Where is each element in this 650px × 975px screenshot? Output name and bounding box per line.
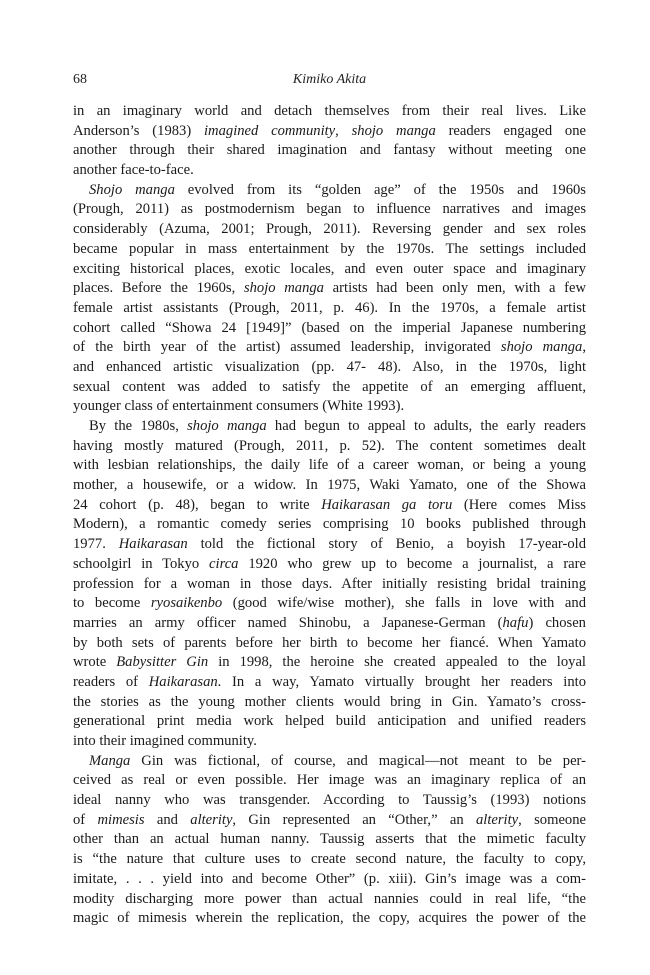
text-line [73,161,586,181]
italic-run: mimesis [97,811,145,828]
running-header [73,72,586,92]
text-line [73,181,586,201]
text-run: modity discharging more power than actual nannies could in real life, “the [73,890,586,907]
text-line [73,732,586,752]
text-run: 24 cohort (p. 48), began to write [73,496,322,513]
italic-run: shojo manga [500,339,583,356]
italic-run: circa [209,555,239,572]
text-run: sexual content was added to satisfy the appetite of an emerging affluent, [73,378,586,395]
text-run: generational print media work helped build anticipation and unified readers [73,713,586,730]
text-run: other than an actual human nanny. Taussig asserts that the mimetic faculty [73,831,586,848]
text-run: mother, a housewife, or a widow. In 1975, Waki Yamato, one of the Showa [73,477,586,494]
text-line [73,653,586,673]
text-line [73,122,586,142]
text-line [73,299,586,319]
text-run: , [582,339,586,356]
text-run: (Prough, 2011) as postmodernism began to influence narratives and images [73,201,586,218]
text-run: places. Before the 1960s, [73,280,244,297]
text-run: to become [73,595,151,612]
text-run: is “the nature that culture uses to create second nature, the faculty to copy, [73,851,586,868]
italic-run: ryosaikenbo [150,595,223,612]
text-run: in 1998, the heroine she created appealed to the loyal [208,654,586,671]
text-run: artists had been only men, with a few [323,280,586,297]
italic-run: Haikarasan [148,673,218,690]
text-line [73,338,586,358]
text-run: readers of [73,673,149,690]
text-run: imitate, . . . yield into and become Other” (p. xiii). Gin’s image was a com- [73,870,586,887]
text-run: evolved from its “golden age” of the 1950s and 1960s [174,181,586,198]
italic-run: shojo manga [187,418,267,434]
text-run: by both sets of parents before her birth to become her fiancé. When Yamato [73,634,586,651]
text-line [73,417,586,437]
text-line [73,771,586,791]
text-line [73,712,586,732]
text-line [73,240,586,260]
text-run: Modern), a romantic comedy series comprising 10 books published through [73,516,586,533]
text-line [73,555,586,575]
text-run: magic of mimesis wherein the replication, the copy, acquires the power of the [73,910,586,927]
text-line [73,437,586,457]
text-run: having mostly matured (Prough, 2011, p. 52). The content sometimes dealt [73,437,586,454]
italic-run: Babysitter Gin [116,654,209,671]
text-line [73,260,586,280]
text-run: the stories as the young mother clients would bring in Gin. Yamato’s cross- [73,693,586,710]
text-run: Anderson’s (1983) [73,122,204,139]
text-line [73,102,586,122]
text-run: wrote [73,654,117,671]
text-run: of [73,811,98,828]
text-run: schoolgirl in Tokyo [73,555,210,572]
text-run: ceived as real or even possible. Her image was an imaginary replica of an [73,772,586,789]
text-run: exciting historical places, exotic locales, and even outer space and imaginary [73,260,586,277]
text-line [73,200,586,220]
text-line [73,141,586,161]
text-run: and enhanced artistic visualization (pp. 47- 48). Also, in the 1970s, light [73,358,586,375]
text-line [73,830,586,850]
text-run: , Gin represented an “Other,” an [232,811,476,828]
text-line [73,850,586,870]
text-line [73,476,586,496]
text-run: ideal nanny who was transgender. According to Taussig’s (1993) notions [73,792,586,809]
running-title: Kimiko Akita [292,72,367,87]
text-line [73,752,586,772]
text-line [73,220,586,240]
text-run: 1920 who grew up to become a journalist, a rare [238,555,586,572]
text-line [73,634,586,654]
text-run: (Here comes Miss [452,496,586,513]
text-line [73,319,586,339]
text-run: cohort called “Showa 24 [1949]” (based on the imperial Japanese numbering [73,319,586,336]
text-run: (good wife/wise mother), she falls in love with and [222,595,586,612]
text-run: in an imaginary world and detach themselves from their real lives. Like [73,103,586,119]
text-run: younger class of entertainment consumers (White 1993). [73,398,405,415]
text-run: profession for a woman in those days. After initially resisting bridal training [73,575,586,592]
text-run: with lesbian relationships, the daily life of a career woman, or being a young [73,457,586,474]
italic-run: alterity [190,811,233,828]
text-run: marries an army officer named Shinobu, a Japanese-German ( [73,614,503,631]
text-run: By the 1980s, [89,418,188,434]
text-run: another face-to-face. [73,162,194,179]
text-line [73,693,586,713]
text-line [73,594,586,614]
italic-run: Manga [89,752,131,769]
text-line [73,791,586,811]
text-line [73,811,586,831]
text-line [73,614,586,634]
text-run: female artist assistants (Prough, 2011, p. 46). In the 1970s, a female artist [73,299,586,316]
text-run: into their imagined community. [73,733,257,749]
text-line [73,673,586,693]
text-line [73,515,586,535]
text-line [73,397,586,417]
text-line [73,870,586,890]
text-run: , someone [518,811,586,828]
text-line [73,358,586,378]
text-line [73,909,586,929]
text-line [73,378,586,398]
text-line [73,456,586,476]
text-line [73,279,586,299]
text-run: Gin was fictional, of course, and magical—not meant to be per- [130,752,586,769]
text-run: considerably (Azuma, 2001; Prough, 2011). Reversing gender and sex roles [73,221,586,238]
text-run: readers engaged one [435,122,586,139]
text-run: another through their shared imagination and fantasy without meeting one [73,142,586,159]
page-number: 68 [73,72,87,87]
italic-run: alterity [475,811,519,828]
italic-run: imagined community [204,122,336,139]
text-run: had begun to appeal to adults, the early readers [266,418,586,434]
text-run: . In a way, Yamato virtually brought her readers into [217,673,586,690]
text-run: told the fictional story of Benio, a boyish 17-year-old [187,536,586,553]
body-text [73,102,586,929]
text-run: ) chosen [528,614,586,631]
text-run: of the birth year of the artist) assumed leadership, invigorated [73,339,501,356]
text-run: , [335,122,352,139]
text-run: became popular in mass entertainment by the 1970s. The settings included [73,240,586,257]
italic-run: shojo manga [243,280,324,297]
text-line [73,535,586,555]
text-line [73,496,586,516]
text-run: 1977. [73,536,119,553]
italic-run: Haikarasan [118,536,188,553]
italic-run: shojo manga [351,122,436,139]
text-line [73,575,586,595]
text-run: and [144,811,191,828]
italic-run: Haikarasan ga toru [321,496,453,513]
italic-run: Shojo manga [89,181,175,198]
text-line [73,890,586,910]
italic-run: hafu [502,614,529,631]
